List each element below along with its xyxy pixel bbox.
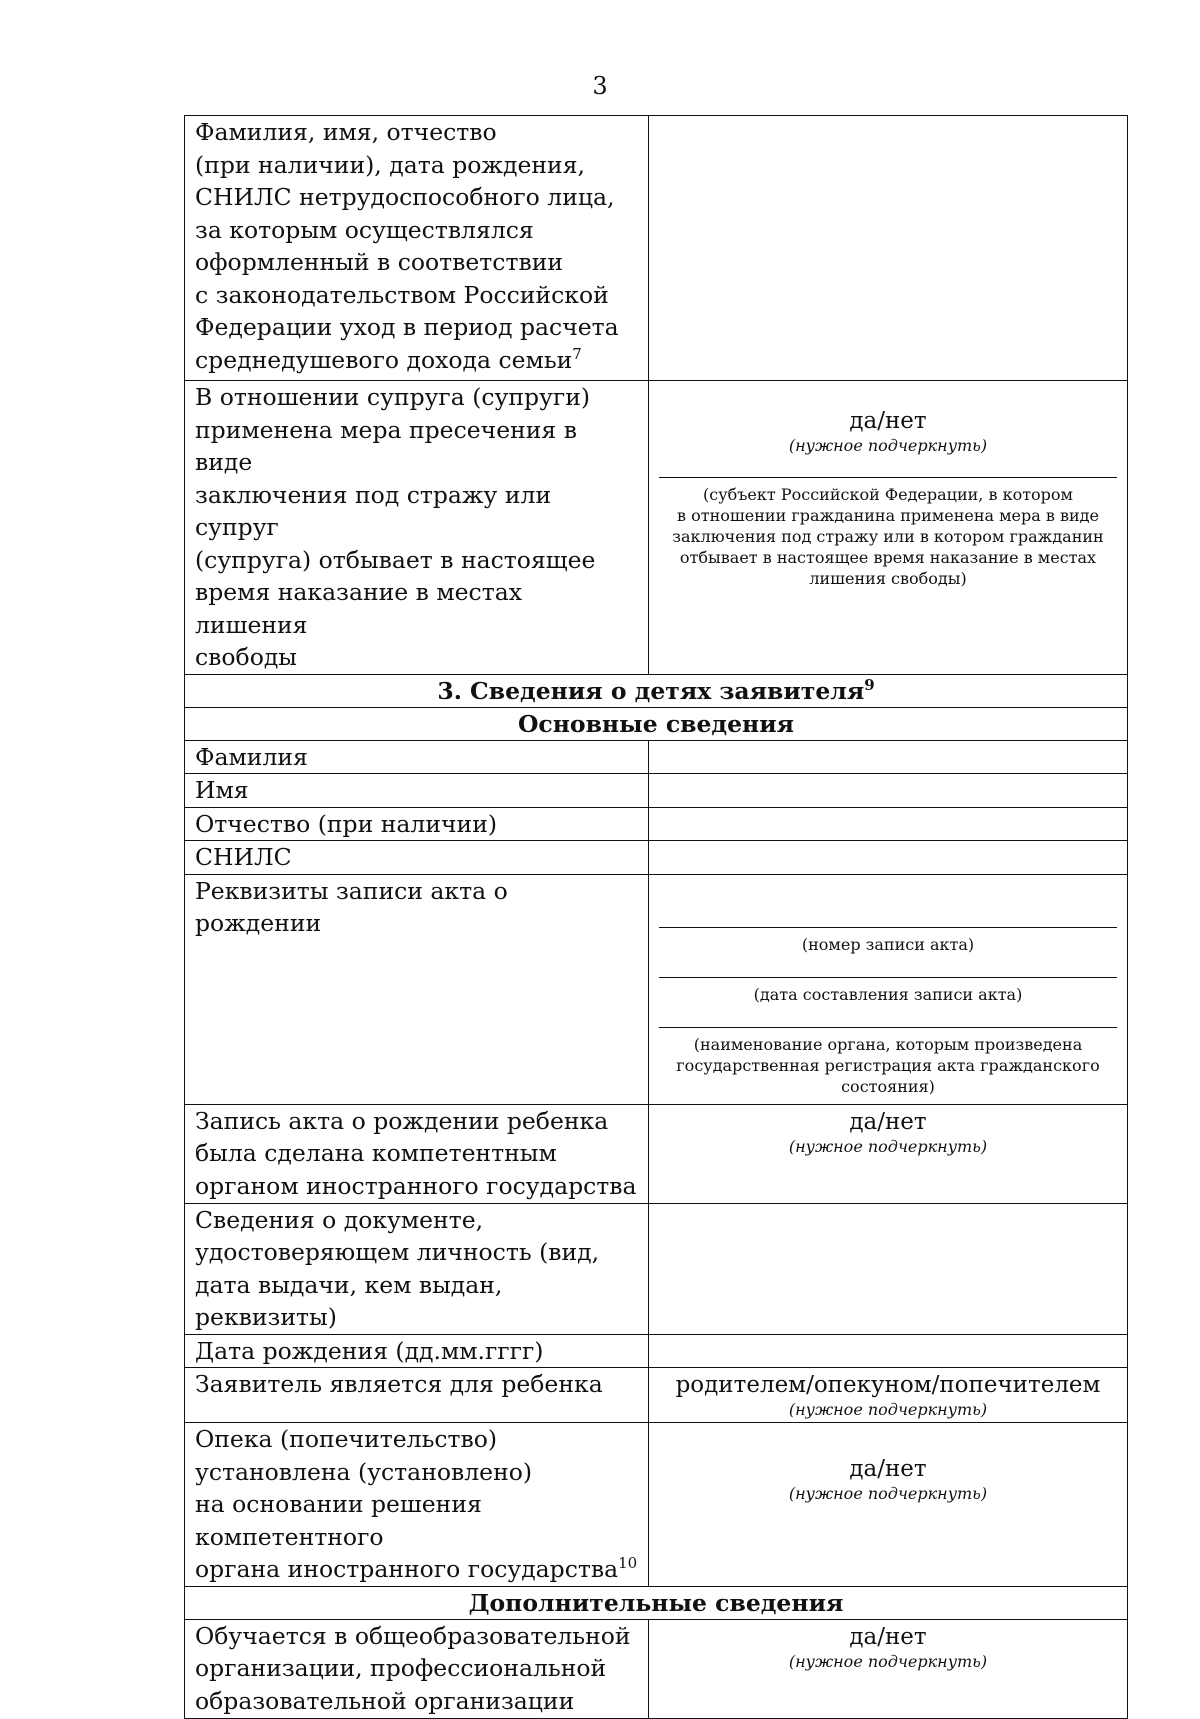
field-row <box>185 774 1128 808</box>
record-date-caption: (дата составления записи акта) <box>753 984 1023 1004</box>
first-name-label: Имя <box>185 774 649 808</box>
patronymic-value[interactable] <box>649 807 1128 841</box>
snils-value[interactable] <box>649 841 1128 875</box>
underline-hint: (нужное подчеркнуть) <box>788 1484 988 1503</box>
caretaker-row <box>185 116 1128 381</box>
birth-record-label: Реквизиты записи акта о рождении <box>185 874 649 1104</box>
birth-date-value[interactable] <box>649 1334 1128 1368</box>
yes-no-choice[interactable]: да/нет <box>849 408 927 434</box>
page-number: 3 <box>592 72 608 100</box>
first-name-value[interactable] <box>649 774 1128 808</box>
relation-label: Заявитель является для ребенка <box>185 1368 649 1423</box>
relation-value-cell <box>649 1368 1128 1423</box>
additional-info-title: Дополнительные сведения <box>185 1586 1128 1619</box>
record-authority-caption: (наименование органа, которым произведена государственная регистрация акта гражданского состояния) <box>676 1034 1100 1096</box>
guardianship-label: Опека (попечительство) установлена (установлено) на основании решения компетентного органа иностранного государства$^{10}$ <box>185 1423 649 1587</box>
identity-doc-row <box>185 1203 1128 1334</box>
basic-info-header-row <box>185 707 1128 740</box>
fill-line[interactable] <box>659 477 1117 478</box>
education-value-cell <box>649 1619 1128 1718</box>
relation-row <box>185 1368 1128 1423</box>
yes-no-choice[interactable]: да/нет <box>849 1108 927 1135</box>
guardianship-row <box>185 1423 1128 1587</box>
education-label: Обучается в общеобразовательной организации, профессиональной образовательной организации <box>185 1619 649 1718</box>
record-number-caption: (номер записи акта) <box>801 934 975 954</box>
record-date-line[interactable] <box>659 977 1117 978</box>
field-row <box>185 807 1128 841</box>
caretaker-value-cell[interactable] <box>649 116 1128 381</box>
footnote-marker: 7 <box>572 344 582 363</box>
section-3-header-row <box>185 674 1128 707</box>
foreign-record-row <box>185 1104 1128 1203</box>
birth-date-row <box>185 1334 1128 1368</box>
section-3-title: 3. Сведения о детях заявителя$^9$ <box>185 674 1128 707</box>
yes-no-choice[interactable]: да/нет <box>849 1623 927 1650</box>
underline-hint: (нужное подчеркнуть) <box>788 1136 988 1156</box>
identity-doc-label: Сведения о документе, удостоверяющем личность (вид, дата выдачи, кем выдан, реквизиты) <box>185 1203 649 1334</box>
spouse-detention-value-cell[interactable] <box>649 381 1128 675</box>
applicant-form-table <box>184 115 1128 1719</box>
yes-no-choice[interactable]: да/нет <box>849 1456 927 1482</box>
region-caption: (субъект Российской Федерации, в котором в отношении гражданина применена мера в виде заключения под стражу или в котором гражданин отбывает в настоящее время наказание в местах лишения свободы) <box>672 485 1104 588</box>
underline-hint: (нужное подчеркнуть) <box>788 436 988 455</box>
additional-info-header-row <box>185 1586 1128 1619</box>
caretaker-label: Фамилия, имя, отчество (при наличии), дата рождения, СНИЛС нетрудоспособного лица, за которым осуществлялся оформленный в соответствии с законодательством Российской Федерации уход в период расчета среднедушевого дохода семьи$^7$ <box>185 116 649 381</box>
underline-hint: (нужное подчеркнуть) <box>788 1651 988 1671</box>
identity-doc-value[interactable] <box>649 1203 1128 1334</box>
record-authority-line[interactable] <box>659 1027 1117 1028</box>
surname-label: Фамилия <box>185 740 649 774</box>
patronymic-label: Отчество (при наличии) <box>185 807 649 841</box>
spouse-detention-label: В отношении супруга (супруги) применена мера пресечения в виде заключения под стражу или супруг (супруга) отбывает в настоящее время наказание в местах лишения свободы <box>185 381 649 675</box>
birth-record-row <box>185 874 1128 1104</box>
foreign-record-label: Запись акта о рождении ребенка была сделана компетентным органом иностранного государства <box>185 1104 649 1203</box>
birth-date-label: Дата рождения (дд.мм.гггг) <box>185 1334 649 1368</box>
snils-label: СНИЛС <box>185 841 649 875</box>
foreign-record-value-cell <box>649 1104 1128 1203</box>
field-row <box>185 841 1128 875</box>
guardianship-value-cell <box>649 1423 1128 1587</box>
surname-value[interactable] <box>649 740 1128 774</box>
underline-hint: (нужное подчеркнуть) <box>788 1400 988 1419</box>
basic-info-title: Основные сведения <box>185 707 1128 740</box>
footnote-marker: 10 <box>618 1554 638 1573</box>
birth-record-value-cell <box>649 874 1128 1104</box>
field-row <box>185 740 1128 774</box>
spouse-detention-row <box>185 381 1128 675</box>
record-number-line[interactable] <box>659 927 1117 928</box>
relation-choice[interactable]: родителем/опекуном/попечителем <box>675 1372 1101 1398</box>
education-row <box>185 1619 1128 1718</box>
footnote-marker: 9 <box>864 675 875 694</box>
